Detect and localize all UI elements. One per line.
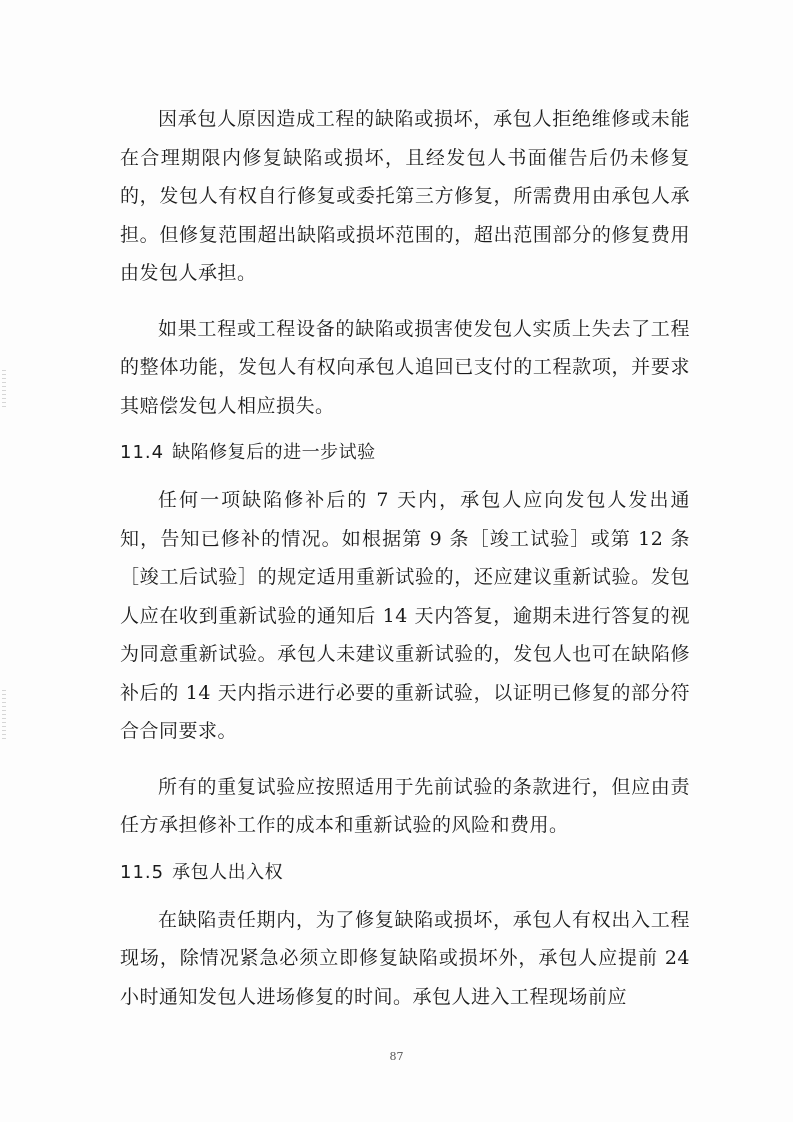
section-title: 承包人出入权 <box>172 861 284 883</box>
document-body <box>120 100 690 1016</box>
section-heading-11-4 <box>120 434 690 472</box>
section-heading-11-5 <box>120 854 690 892</box>
section-title: 缺陷修复后的进一步试验 <box>172 442 376 463</box>
scan-artifact <box>2 370 6 410</box>
paragraph: 在缺陷责任期内，为了修复缺陷或损坏，承包人有权出入工程现场，除情况紧急必须立即修复缺陷或损坏外，承包人应提前 24 小时通知发包人进场修复的时间。承包人进入工程现场前应 <box>120 908 690 1008</box>
section-number: 11.4 <box>120 442 165 463</box>
page-number: 87 <box>389 1050 404 1063</box>
paragraph: 因承包人原因造成工程的缺陷或损坏，承包人拒绝维修或未能在合理期限内修复缺陷或损坏，且经发包人书面催告后仍未修复的，发包人有权自行修复或委托第三方修复，所需费用由承包人承担。但修复范围超出缺陷或损坏范围的，超出范围部分的修复费用由发包人承担。 <box>120 108 690 284</box>
section-number: 11.5 <box>120 861 165 883</box>
scan-artifact <box>2 690 6 740</box>
paragraph: 如果工程或工程设备的缺陷或损害使发包人实质上失去了工程的整体功能，发包人有权向承包人追回已支付的工程款项，并要求其赔偿发包人相应损失。 <box>120 317 690 417</box>
paragraph: 任何一项缺陷修补后的 7 天内，承包人应向发包人发出通知，告知已修补的情况。如根据第 9 条［竣工试验］或第 12 条［竣工后试验］的规定适用重新试验的，还应建议重新试验。发包人应在收到重新试验的通知后 14 天内答复，逾期未进行答复的视为同意重新试验。承包人未建议重新试验的，发包人也可在缺陷修补后的 14 天内指示进行必要的重新试验，以证明已修复的部分符合合同要求。 <box>120 489 690 742</box>
paragraph: 所有的重复试验应按照适用于先前试验的条款进行，但应由责任方承担修补工作的成本和重新试验的风险和费用。 <box>120 775 690 836</box>
